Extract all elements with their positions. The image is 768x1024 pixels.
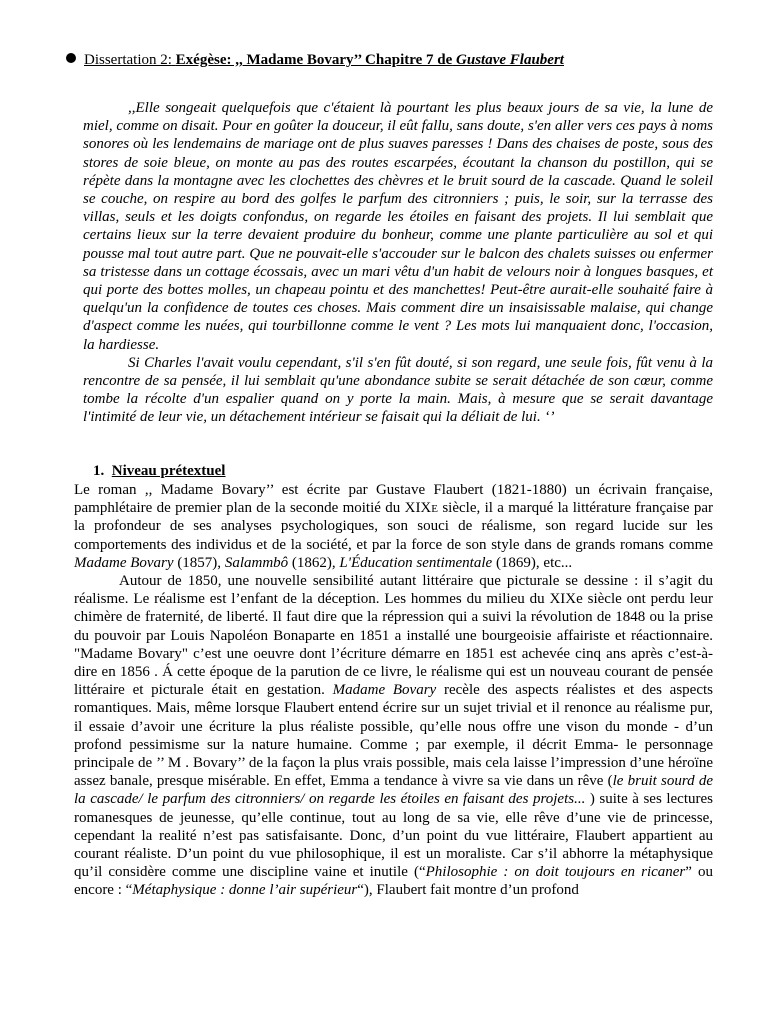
body-paragraph: Le roman ,, Madame Bovary’’ est écrite par Gustave Flaubert (1821-1880) un écrivain française, pamphlétaire de premier plan de la seconde moitié du XIXe siècle, il a marqué la littérature française par la profondeur de ses analyses psychologiques, son souci de réalisme, son regard lucide sur les comportements des individus et de la société, et par la force de son style dans de grands romans comme Madame Bovary (1857), Salammbô (1862), L'Éducation sentimentale (1869), etc... [74,482,713,571]
heading-author: Gustave Flaubert [456,52,564,68]
document-heading [66,50,716,70]
quote-paragraph: Si Charles l'avait voulu cependant, s'il s'en fût douté, si son regard, une seule fois, fût venu à la rencontre de sa pensée, il lui semblait qu'une abondance subite se serait détachée de son cœur, comme tombe la récolte d'un espalier quand on y porte la main. Mais, à mesure que se serait davantage l'intimité de leur vie, un détachement intérieur se faisait qui la déliait de lui. ‘’ [83,354,713,426]
excerpt-quote [83,99,713,427]
analysis-body [74,481,713,900]
section-heading [93,462,225,481]
heading-prefix: Dissertation 2: [84,52,172,68]
section-number: 1. [93,463,105,479]
quote-paragraph: ,,Elle songeait quelquefois que c'étaient là pourtant les plus beaux jours de sa vie, la lune de miel, comme on disait. Pour en goûter la douceur, il eût fallu, sans doute, s'en aller vers ces pays à noms sonores où les lendemains de mariage ont de plus suaves paresses ! Dans des chaises de poste, sous des stores de soie bleue, on monte au pas des routes escarpées, écoutant la chanson du postillon, qui se répète dans la montagne avec les clochettes des chèvres et le bruit sourd de la cascade. Quand le soleil se couche, on respire au bord des golfes le parfum des citronniers ; puis, le soir, sur la terrasse des villas, seuls et les doigts confondus, on regarde les étoiles en faisant des projets. Il lui semblait que certains lieux sur la terre devaient produire du bonheur, comme une plante particulière au sol et qui pousse mal tout autre part. Que ne pouvait-elle s'accouder sur le balcon des chalets suisses ou enfermer sa tristesse dans un cottage écossais, avec un mari vêtu d'un habit de velours noir à longues basques, et qui porte des bottes molles, un chapeau pointu et des manchettes! Peut-être aurait-elle souhaité faire à quelqu'un la confidence de toutes ces choses. Mais comment dire un insaisissable malaise, qui change d'aspect comme les nuées, qui tourbillonne comme le vent ? Les mots lui manquaient donc, l'occasion, la hardiesse. [83,100,713,353]
heading-title: Exégèse: ,, Madame Bovary’’ Chapitre 7 de [175,52,453,68]
body-paragraph: Autour de 1850, une nouvelle sensibilité autant littéraire que picturale se dessine : il s’agit du réalisme. Le réalisme est l’enfant de la déception. Les hommes du milieu du XIXe siècle ont perdu leur chimère de fraternité, de liberté. Il faut dire que la répression qui a suivi la révolution de 1848 ou la prise du pouvoir par Louis Napoléon Bonaparte en 1851 a installé une bourgeoisie affairiste et réactionnaire. "Madame Bovary" c’est une oeuvre dont l’écriture démarre en 1851 est achevée cinq ans après c’est-à-dire en 1856 . Á cette époque de la parution de ce livre, le réalisme qui est un nouveau courant de pensée littéraire et picturale était en gestation. Madame Bovary recèle des aspects réalistes et des aspects romantiques. Mais, même lorsque Flaubert entend écrire sur un sujet trivial et il renonce au réalisme pur, il essaie d’avoir une écriture la plus réaliste possible, qu’elle nous offre une vison du monde - d’un profond pessimisme sur la nature humaine. Comme ; par exemple, il décrit Emma- le personnage principale de ’’ M . Bovary’’ de la façon la plus vrais possible, mais cela laisse l’impression d’une héroïne assez banale, presque misérable. En effet, Emma a tendance à vivre sa vie dans un rêve (le bruit sourd de la cascade/ le parfum des citronniers/ on regarde les étoiles en faisant des projets... ) suite à ses lectures romanesques de jeunesse, qu’elle continue, tout au long de sa vie, elle rêve d’une vie de princesse, cependant la realité n’est pas satisfaisante. Donc, d’un point du vue littéraire, Flaubert appartient au courant réaliste. D’un point du vue philosophique, il est un moraliste. Car s’il abhorre la métaphysique qu’il considère comme une discipline vaine et inutile (“Philosophie : on doit toujours en ricaner” ou encore : “Métaphysique : donne l’air supérieur“), Flaubert fait montre d’un profond [74,573,713,899]
section-title: Niveau prétextuel [111,463,226,479]
bullet-icon [66,53,76,63]
